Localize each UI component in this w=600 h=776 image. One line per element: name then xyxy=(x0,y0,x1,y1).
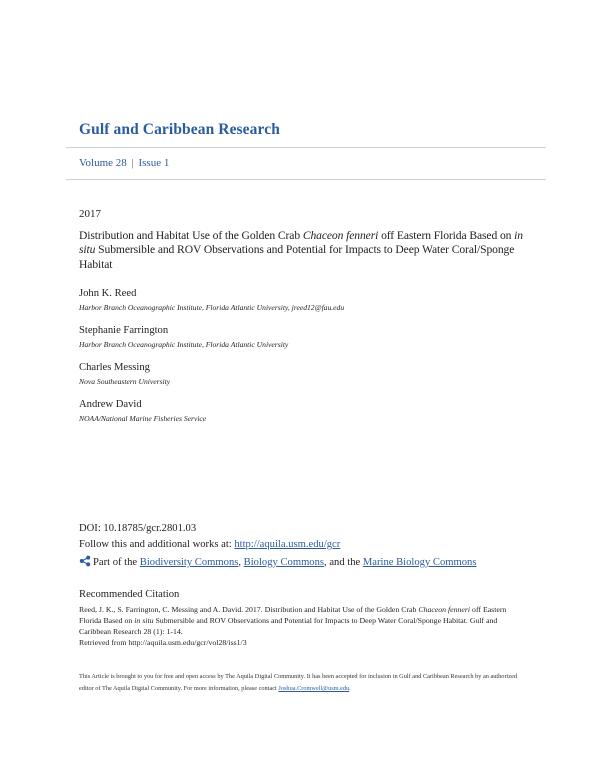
author-name: Charles Messing xyxy=(79,362,150,373)
author-entry xyxy=(79,324,539,350)
follow-line xyxy=(79,539,340,550)
citation-insitu: in situ xyxy=(134,616,154,625)
author-name: John K. Reed xyxy=(79,288,137,299)
author-affiliation: NOAA/National Marine Fisheries Service xyxy=(79,414,207,423)
article-title xyxy=(79,229,524,272)
footer-notice xyxy=(79,671,529,695)
author-entry xyxy=(79,398,539,424)
and-the-text: , and the xyxy=(324,557,363,568)
follow-url-link[interactable]: http://aquila.usm.edu/gcr xyxy=(234,539,341,550)
divider-mid xyxy=(66,179,546,180)
footer-end: . xyxy=(349,685,351,692)
biology-commons-link[interactable]: Biology Commons xyxy=(243,557,325,568)
biodiversity-commons-link[interactable]: Biodiversity Commons xyxy=(139,557,239,568)
title-species: Chaceon fenneri xyxy=(302,229,379,242)
part-of-line xyxy=(79,555,476,568)
share-icon xyxy=(79,555,91,567)
issue-link[interactable]: Issue 1 xyxy=(138,157,170,169)
volume-separator: | xyxy=(131,157,134,169)
author-entry xyxy=(79,361,539,387)
recommended-citation-heading: Recommended Citation xyxy=(79,589,180,600)
citation-retrieved: Retrieved from http://aquila.usm.edu/gcr/vol28/iss1/3 xyxy=(79,638,247,647)
citation-part-1: Reed, J. K., S. Farrington, C. Messing and A. David. 2017. Distribution and Habitat Use of the Golden Crab xyxy=(79,605,419,614)
citation-text xyxy=(79,604,524,648)
author-name: Stephanie Farrington xyxy=(79,325,169,336)
volume-issue xyxy=(79,157,169,169)
doi: DOI: 10.18785/gcr.2801.03 xyxy=(79,523,197,534)
marine-biology-commons-link[interactable]: Marine Biology Commons xyxy=(362,557,477,568)
contact-email-link[interactable]: Joshua.Cromwell@usm.edu xyxy=(278,685,350,692)
author-affiliation: Nova Southeastern University xyxy=(79,377,171,386)
title-part-2: off Eastern Florida Based on xyxy=(378,229,515,242)
author-list xyxy=(79,287,539,435)
title-part-3: Submersible and ROV Observations and Potential for Impacts to Deep Water Coral/Sponge Habitat xyxy=(79,243,515,271)
author-name: Andrew David xyxy=(79,399,142,410)
citation-species: Chaceon fenneri xyxy=(418,605,471,614)
title-insitu: in situ xyxy=(79,229,523,257)
author-affiliation: Harbor Branch Oceanographic Institute, Florida Atlantic University xyxy=(79,340,289,349)
follow-text: Follow this and additional works at: xyxy=(79,539,235,550)
citation-part-2: off Eastern Florida Based on xyxy=(79,605,507,625)
author-entry xyxy=(79,287,539,313)
footer-text: This Article is brought to you for free and open access by The Aquila Digital Community. It has been accepted for inclusion in Gulf and Caribbean Research by an authorized editor of The Aquila Digital Community. For more information, please contact xyxy=(79,673,518,692)
author-affiliation: Harbor Branch Oceanographic Institute, Florida Atlantic University, jreed12@fau.edu xyxy=(79,303,345,312)
journal-title[interactable]: Gulf and Caribbean Research xyxy=(79,121,280,138)
title-part-1: Distribution and Habitat Use of the Golden Crab xyxy=(79,229,303,242)
publication-year: 2017 xyxy=(79,208,101,220)
citation-part-3: Submersible and ROV Observations and Potential for Impacts to Deep Water Coral/Sponge Habitat. Gulf and Caribbean Research 28 (1): 1-14. xyxy=(79,616,498,636)
divider-top xyxy=(66,147,546,148)
volume-link[interactable]: Volume 28 xyxy=(79,157,127,169)
part-of-prefix: Part of the xyxy=(93,557,140,568)
comma-separator: , xyxy=(238,557,244,568)
